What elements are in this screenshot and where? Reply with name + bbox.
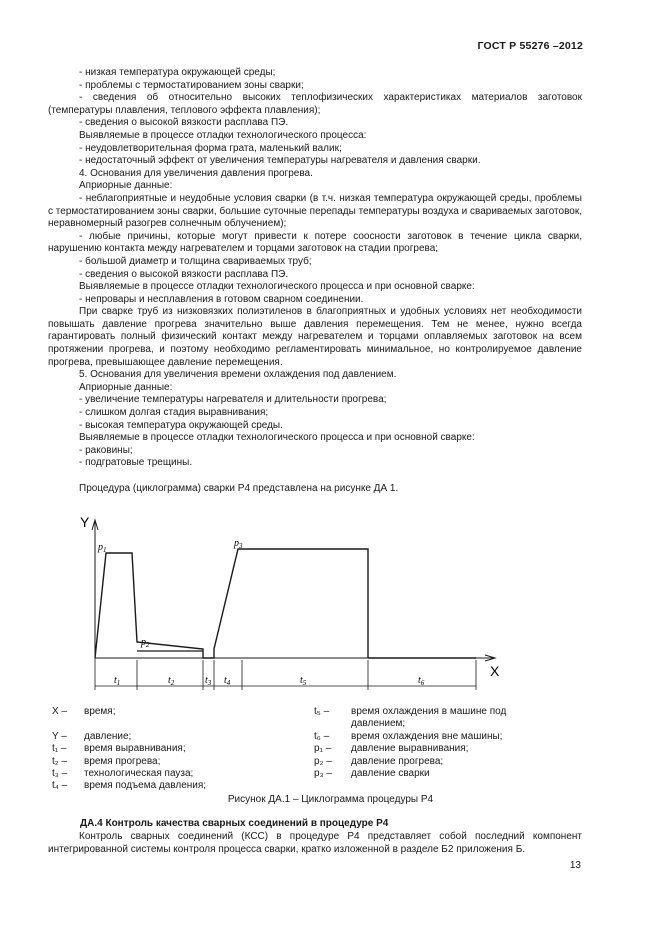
body-paragraph: Выявляемые в процессе отладки технологического процесса: [79,129,367,141]
body-paragraph: - низкая температура окружающей среды; [79,67,276,78]
body-paragraph: - сведения об относительно высоких теплофизических характеристиках материалов заготовок (температуры плавления, теплового эффекта плавления); [48,92,582,116]
body-paragraph: Выявляемые в процессе отладки технологического процесса и при основной сварке: [79,432,475,444]
legend-row [52,756,274,768]
section-title: ДА.4 Контроль качества сварных соединений в процедуре Р4 [80,818,389,829]
body-text [48,67,582,496]
body-paragraph: При сварке труб из низковязких полиэтиленов в благоприятных и удобных условиях нет необходимости повышать давление прогрева значительно выше давления перемещения. Тем не менее, нужно всегда гарантировать полный физический контакт между нагревателем и торцами оплавляемых заготовок на всем протяжении прогрева, и поэтому необходимо регламентировать минимальное, но контролируемое давление прогрева, превышающее давление перемещения. [48,306,582,368]
legend-description [84,718,274,730]
body-paragraph: - недостаточный эффект от увеличения температуры нагревателя и давления сварки. [79,155,481,167]
point-label-p1: $p_1$ [98,542,107,554]
point-label-p3: $p_3$ [234,538,243,550]
legend-symbol: p₃ – [314,768,332,780]
body-paragraph: - увеличение температуры нагревателя и длительности прогрева; [79,394,387,406]
cyclogram-figure [48,510,588,706]
legend-symbol: t₆ – [314,730,330,742]
legend-description: время; [84,706,116,717]
legend-symbol: t₅ – [314,706,330,717]
legend-description: давление прогрева; [351,755,444,767]
legend-row [314,743,531,755]
body-paragraph: - сведения о высокой вязкости расплава ПЭ. [79,268,289,280]
legend-symbol: X – [52,706,68,717]
legend-symbol: p₁ – [314,743,332,755]
interval-label-t4: $t_4$ [224,675,231,687]
interval-label-t3: $t_3$ [205,675,212,687]
legend-description: время охлаждения в машине под давлением; [351,706,507,730]
interval-label-t2: $t_2$ [168,675,175,687]
legend-row [52,706,274,718]
body-paragraph: - высокая температура окружающей среды. [79,419,283,431]
legend-row [52,718,274,730]
legend-right-column [314,706,531,780]
section-text [48,831,582,856]
interval-label-t6: $t_6$ [418,675,425,687]
body-paragraph: - непровары и несплавления в готовом сварном соединении. [79,293,364,305]
doc-id: ГОСТ Р 55276 –2012 [477,40,583,52]
legend-symbol: t₄ – [52,780,68,792]
legend-description: время прогрева; [84,755,161,767]
legend-description: время охлаждения вне машины; [351,730,503,742]
section-paragraph: Контроль сварных соединений (КСС) в процедуре Р4 представляет собой последний компонент интегрированной системы контроля процесса сварки, кратко изложенной в разделе Б2 приложения Б. [48,831,582,855]
legend-row [314,756,531,768]
y-axis-label: Y [80,514,90,530]
legend-symbol [52,718,84,730]
legend-row [314,768,531,780]
figure-legend [52,706,592,796]
page-number: 13 [569,860,581,871]
body-paragraph: - любые причины, которые могут привести к потере соосности заготовок в течение цикла сварки, нарушению контакта между нагревателем и торцами заготовок на стадии прогрева; [48,230,582,255]
legend-symbol: t₁ – [52,743,67,755]
body-paragraph: - слишком долгая стадия выравнивания; [79,407,269,419]
body-paragraph: - сведения о высокой вязкости расплава ПЭ. [79,117,289,129]
point-label-p2: $p_2$ [141,637,150,649]
body-paragraph: - проблемы с термостатированием зоны сварки; [79,79,304,91]
legend-symbol: t₃ – [52,768,68,780]
legend-symbol: Y – [52,730,67,742]
body-paragraph: - раковины; [79,444,133,456]
cyclogram-svg [48,510,588,706]
figure-caption: Рисунок ДА.1 – Циклограмма процедуры Р4 [227,794,434,805]
interval-label-t1: $t_1$ [114,675,121,687]
body-paragraph: - большой диаметр и толщина свариваемых труб; [79,255,312,267]
legend-row [52,768,274,780]
legend-symbol: p₂ – [314,755,332,767]
x-axis-label: X [490,663,500,679]
body-paragraph: - неудовлетворительная форма грата, маленький валик; [79,142,342,154]
body-paragraph: 5. Основания для увеличения времени охлаждения под давлением. [79,369,397,381]
legend-left-column [52,706,274,793]
legend-row [314,731,531,743]
body-paragraph: - неблагоприятные и неудобные условия сварки (в т.ч. низкая температура окружающей среды, проблемы с термостатированием зоны сварки, большие суточные перепады температуры воздуха и свариваемых заготовок, неравномерный разогрев солнечным облучением); [48,192,582,230]
legend-row [52,780,274,792]
interval-label-t5: $t_5$ [300,675,307,687]
legend-description: время подъема давления; [84,780,207,792]
legend-description: давление; [84,730,132,742]
document-header [478,40,583,52]
legend-description: время выравнивания; [84,743,186,755]
legend-row [52,731,274,743]
body-paragraph: Процедура (циклограмма) сварки Р4 представлена на рисунке ДА 1. [79,483,399,494]
legend-row [314,706,531,731]
legend-description: давление сварки [351,768,430,780]
legend-symbol: t₂ – [52,755,67,767]
pressure-curve [95,549,368,658]
body-paragraph: 4. Основания для увеличения давления прогрева. [79,167,313,179]
legend-description: технологическая пауза; [84,768,194,780]
legend-row [52,743,274,755]
body-paragraph: Априорные данные: [79,381,173,393]
body-paragraph: Априорные данные: [79,180,173,192]
legend-description: давление выравнивания; [351,743,469,755]
body-paragraph: Выявляемые в процессе отладки технологического процесса и при основной сварке: [79,281,475,293]
body-paragraph: - подгратовые трещины. [79,457,193,469]
